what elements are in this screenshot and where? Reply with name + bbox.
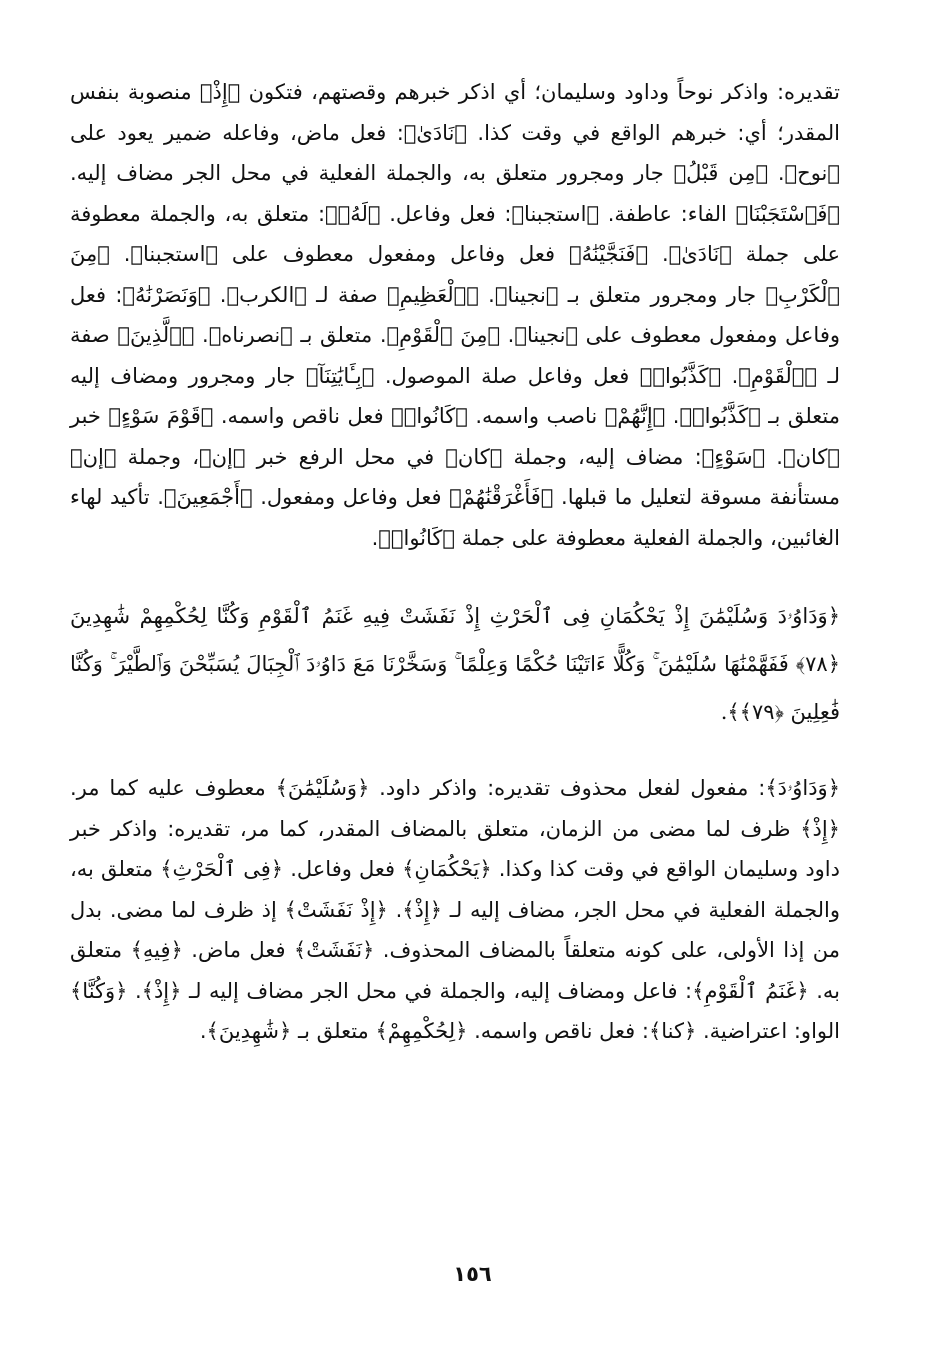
page-content: [70, 72, 840, 1052]
quran-verse-block: ﴿وَدَاوُۥدَ وَسُلَيْمَٰنَ إِذْ يَحْكُمَانِ فِى ٱلْحَرْثِ إِذْ نَفَشَتْ فِيهِ غَنَمُ ٱلْقَوْمِ وَكُنَّا لِحُكْمِهِمْ شَٰهِدِينَ ﴿٧٨﴾ فَفَهَّمْنَٰهَا سُلَيْمَٰنَ ۚ وَكُلًّا ءَاتَيْنَا حُكْمًا وَعِلْمًا ۚ وَسَخَّرْنَا مَعَ دَاوُۥدَ ٱلْجِبَالَ يُسَبِّحْنَ وَٱلطَّيْرَ ۚ وَكُنَّا فَٰعِلِينَ ﴿٧٩﴾﴾.: [70, 604, 840, 724]
commentary-paragraph-2: ﴿وَدَاوُۥدَ﴾: مفعول لفعل محذوف تقديره: واذكر داود. ﴿وَسُلَيْمَٰنَ﴾ معطوف عليه كما مر. ﴿إِذْ﴾ ظرف لما مضى من الزمان، متعلق بالمضاف المقدر، كما مر، تقديره: واذكر خبر داود وسليمان الواقع في وقت كذا وكذا. ﴿يَحْكُمَانِ﴾ فعل وفاعل. ﴿فِى ٱلْحَرْثِ﴾ متعلق به، والجملة الفعلية في محل الجر، مضاف إليه لـ ﴿إِذْ﴾. ﴿إِذْ نَفَشَتْ﴾ إذ ظرف لما مضى. بدل من إذا الأولى، على كونه متعلقاً بالمضاف المحذوف. ﴿نَفَشَتْ﴾ فعل ماض. ﴿فِيهِ﴾ متعلق به. ﴿غَنَمُ ٱلْقَوْمِ﴾: فاعل ومضاف إليه، والجملة في محل الجر مضاف إليه لـ ﴿إِذْ﴾. ﴿وَكُنَّا﴾ الواو: اعتراضية. ﴿كنا﴾: فعل ناقص واسمه. ﴿لِحُكْمِهِمْ﴾ متعلق بـ ﴿شَٰهِدِينَ﴾.: [70, 776, 840, 1043]
page-number: ١٥٦: [453, 1262, 492, 1286]
commentary-paragraph-1: تقديره: واذكر نوحاً وداود وسليمان؛ أي اذكر خبرهم وقصتهم، فتكون ﴿إِذْ﴾ منصوبة بنفس المقدر؛ أي: خبرهم الواقع في وقت كذا. ﴿نَادَىٰ﴾: فعل ماض، وفاعله ضمير يعود على ﴿نوح﴾. ﴿مِن قَبْلُ﴾ جار ومجرور متعلق به، والجملة الفعلية في محل الجر مضاف إليه. ﴿فَٱسْتَجَبْنَا﴾ الفاء: عاطفة. ﴿استجبنا﴾: فعل وفاعل. ﴿لَهُۥ﴾: متعلق به، والجملة معطوفة على جملة ﴿نَادَىٰ﴾. ﴿فَنَجَّيْنَٰهُ﴾ فعل وفاعل ومفعول معطوف على ﴿استجبنا﴾. ﴿مِنَ ٱلْكَرْبِ﴾ جار ومجرور متعلق بـ ﴿نجينا﴾. ﴿ٱلْعَظِيمِ﴾ صفة لـ ﴿الكرب﴾. ﴿وَنَصَرْنَٰهُ﴾: فعل وفاعل ومفعول معطوف على ﴿نجينا﴾. ﴿مِنَ ٱلْقَوْمِ﴾. متعلق بـ ﴿نصرناه﴾. ﴿ٱلَّذِينَ﴾ صفة لـ ﴿ٱلْقَوْمِ﴾. ﴿كَذَّبُوا۟﴾ فعل وفاعل صلة الموصول. ﴿بِـَٔايَٰتِنَآ﴾ جار ومجرور ومضاف إليه متعلق بـ ﴿كَذَّبُوا۟﴾. ﴿إِنَّهُمْ﴾ ناصب واسمه. ﴿كَانُوا۟﴾ فعل ناقص واسمه. ﴿قَوْمَ سَوْءٍ﴾ خبر ﴿كان﴾. ﴿سَوْءٍ﴾: مضاف إليه، وجملة ﴿كان﴾ في محل الرفع خبر ﴿إن﴾، وجملة ﴿إن﴾ مستأنفة مسوقة لتعليل ما قبلها. ﴿فَأَغْرَقْنَٰهُمْ﴾ فعل وفاعل ومفعول. ﴿أَجْمَعِينَ﴾. تأكيد لهاء الغائبين، والجملة الفعلية معطوفة على جملة ﴿كَانُوا۟﴾.: [70, 80, 840, 550]
